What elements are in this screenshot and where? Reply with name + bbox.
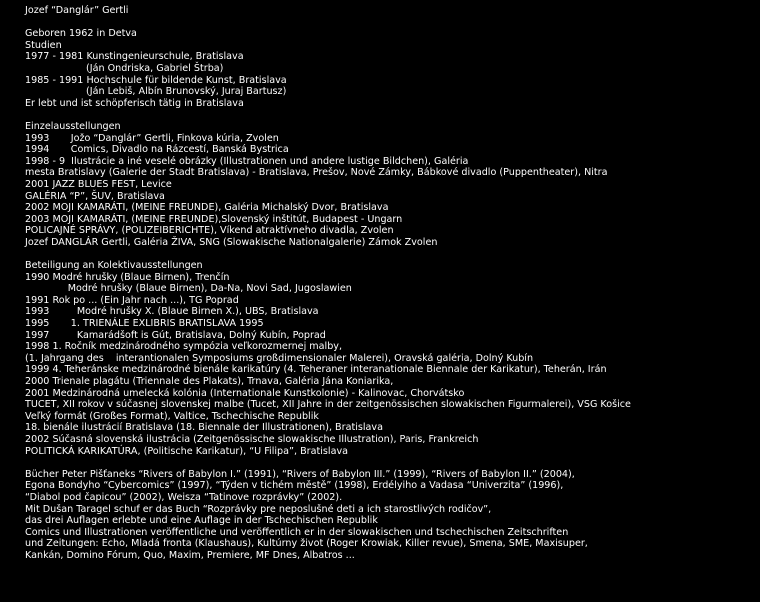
exhibition-line: mesta Bratislavy (Galerie der Stadt Bratislava) - Bratislava, Prešov, Nové Zámky, Bábkové divadlo (Puppentheater), Nitra: [25, 167, 608, 179]
spacer: [25, 248, 755, 260]
section-heading: Beteiligung an Kolektivausstellungen: [25, 260, 203, 272]
exhibition-line: POLICAJNÉ SPRÁVY, (POLIZEIBERICHTE), Víkend atraktívneho divadla, Zvolen: [25, 225, 394, 237]
biography-document: [25, 5, 755, 562]
books-line: Mit Dušan Taragel schuf er das Buch “Rozprávky pre neposlušné deti a ich starostlivých rodičov”,: [25, 503, 492, 515]
books-line: Comics und Illustrationen veröffentliche und veröffentlich er in der slowakischen und tschechischen Zeitschriften: [25, 526, 569, 538]
books-line: und Zeitungen: Echo, Mladá fronta (Klaushaus), Kultúrny život (Roger Krowiak, Killer revue), Smena, SME, Maxisuper,: [25, 538, 588, 550]
exhibition-line: 1995 1. TRIENÁLE EXLIBRIS BRATISLAVA 1995: [25, 318, 264, 330]
bio-line: Er lebt und ist schöpferisch tätig in Bratislava: [25, 97, 244, 109]
bio-line: (Ján Ondriska, Gabriel Štrba): [25, 62, 224, 74]
exhibition-line: TUCET, XII rokov v súčasnej slovenskej malbe (Tucet, XII Jahre in der zeitgenössischen slowakischen Figurmalerei), VSG Košice: [25, 399, 631, 411]
bio-line: 1985 - 1991 Hochschule für bildende Kunst, Bratislava: [25, 74, 287, 86]
books-section: [25, 469, 755, 562]
exhibition-line: 2003 MOJI KAMARÁTI, (MEINE FREUNDE),Slovenský inštitút, Budapest - Ungarn: [25, 213, 403, 225]
artist-name-heading: Jozef “Danglár” Gertli: [25, 5, 129, 16]
spacer: [25, 17, 755, 29]
exhibition-line: 1993 Jožo “Danglár” Gertli, Finkova kúria, Zvolen: [25, 132, 279, 144]
books-line: Kankán, Domino Fórum, Quo, Maxim, Premiere, MF Dnes, Albatros ...: [25, 549, 355, 561]
exhibition-line: 1993 Modré hrušky X. (Blaue Birnen X.), UBS, Bratislava: [25, 306, 319, 318]
exhibition-line: 18. bienále ilustrácií Bratislava (18. Biennale der Illustrationen), Bratislava: [25, 422, 383, 434]
exhibition-line: 2002 Súčasná slovenská ilustrácia (Zeitgenössische slowakische Illustration), Paris, Frankreich: [25, 433, 479, 445]
exhibition-line: Jozef DANGLÁR Gertli, Galéria ŽIVA, SNG (Slowakische Nationalgalerie) Zámok Zvolen: [25, 236, 438, 248]
exhibition-line: 1991 Rok po ... (Ein Jahr nach ...), TG Poprad: [25, 294, 239, 306]
section-heading: Einzelausstellungen: [25, 120, 121, 132]
exhibition-line: 2000 Trienale plagátu (Triennale des Plakats), Trnava, Galéria Jána Koniarika,: [25, 376, 394, 387]
exhibition-line: 2002 MOJI KAMARÁTI, (MEINE FREUNDE), Galéria Michalský Dvor, Bratislava: [25, 202, 389, 214]
exhibition-line: GALÉRIA “P”, ŠUV, Bratislava: [25, 190, 165, 202]
books-line: Egona Bondyho “Cybercomics” (1997), “Týden v tichém městě” (1998), Erdélyiho a Vadasa “Univerzita” (1996),: [25, 480, 564, 492]
exhibition-line: Veľký formát (Großes Format), Valtice, Tschechische Republik: [25, 410, 319, 422]
bio-line: 1977 - 1981 Kunstingenieurschule, Bratislava: [25, 51, 244, 63]
spacer: [25, 457, 755, 469]
books-line: “Diabol pod čapicou” (2002), Weisza “Tatinove rozprávky” (2002).: [25, 491, 343, 503]
group-exhibitions-section: [25, 260, 755, 457]
bio-line: (Ján Lebiš, Albín Brunovský, Juraj Bartusz): [25, 86, 287, 98]
bio-line: Geboren 1962 in Detva: [25, 28, 137, 40]
solo-exhibitions-section: [25, 121, 755, 249]
exhibition-line: (1. Jahrgang des interantionalen Symposiums großdimensionaler Malerei), Oravská galéria, Dolný Kubín: [25, 352, 534, 364]
books-line: das drei Auflagen erlebte und eine Auflage in der Tschechischen Republik: [25, 515, 378, 527]
exhibition-line: 1997 Kamarádšoft is Gút, Bratislava, Dolný Kubín, Poprad: [25, 329, 326, 341]
exhibition-line: 1999 4. Teheránske medzinárodné bienále karikatúry (4. Teheraner interanationale Biennale der Karikatur), Teherán, Irán: [25, 364, 607, 376]
exhibition-line: 1998 1. Ročník medzinárodného sympózia veľkorozmernej malby,: [25, 341, 343, 353]
exhibition-line: 1990 Modré hrušky (Blaue Birnen), Trenčín: [25, 271, 230, 283]
exhibition-line: 1998 - 9 Ilustrácie a iné veselé obrázky (Illustrationen und andere lustige Bildchen), Galéria: [25, 155, 469, 167]
spacer: [25, 109, 755, 121]
exhibition-line: 1994 Comics, Divadlo na Rázcestí, Banská Bystrica: [25, 144, 289, 156]
bio-line: Studien: [25, 39, 62, 51]
exhibition-line: 2001 Medzinárodná umelecká kolónia (Internationale Kunstkolonie) - Kalinovac, Chorvátsko: [25, 387, 465, 399]
exhibition-line: POLITICKÁ KARIKATÚRA, (Politische Karikatur), “U Filipa”, Bratislava: [25, 445, 349, 457]
books-line: Bücher Peter Pišťaneks “Rivers of Babylon I.” (1991), “Rivers of Babylon III.” (1999), “Rivers of Babylon II.” (2004),: [25, 468, 575, 480]
exhibition-line: 2001 JAZZ BLUES FEST, Levice: [25, 178, 172, 190]
biography-section: [25, 28, 755, 109]
exhibition-line: Modré hrušky (Blaue Birnen), Da-Na, Novi Sad, Jugoslawien: [25, 283, 352, 295]
